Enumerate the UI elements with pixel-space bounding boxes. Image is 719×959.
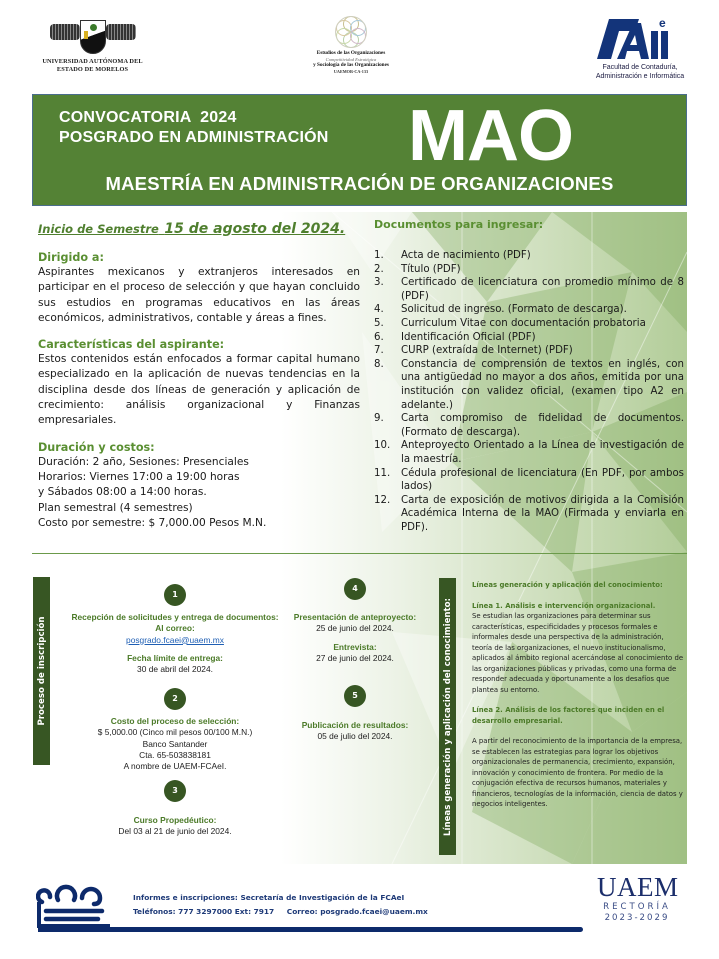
step-1-badge: 1: [164, 584, 186, 606]
step-2-line: Banco Santander: [142, 738, 208, 749]
uaem-logo-line1: UNIVERSIDAD AUTÓNOMA DEL: [42, 58, 143, 65]
duracion-line: Costo por semestre: $ 7,000.00 Pesos M.N.: [38, 516, 267, 529]
document-item: 4. Solicitud de ingreso. (Formato de descarga).: [374, 304, 627, 316]
step-5-badge: 5: [344, 685, 366, 707]
document-item: 9. Carta compromiso de fidelidad de documentos. (Formato de descarga).: [374, 413, 684, 438]
step-5-heading: Publicación de resultados:: [301, 720, 409, 730]
documents-list: [374, 249, 684, 534]
duracion-line: y Sábados 08:00 a 14:00 horas.: [38, 486, 207, 499]
step-3-propedeutico: [60, 815, 290, 838]
step-1-heading: Recepción de solicitudes y entrega de documentos:: [71, 612, 279, 622]
step-3-badge: 3: [164, 780, 186, 802]
rectoria-label: RECTORÍA: [603, 902, 671, 912]
estudios-logo-line2: Competitividad Estratégica: [325, 56, 377, 62]
fcaei-mark-icon: [595, 17, 673, 61]
linea-1-text: Se estudian las organizaciones para determinar sus características, especificidades y procesos formales e informales desde una perspectiva de la administración, teoría de las organizaciones, el nuevo institucionalismo, aplicados al ámbito regional acercándose al conocimiento de las organizaciones públicas y privadas, como una forma de responder adecuada y oportunamente a los desafíos que plantea su entorno.: [472, 612, 684, 694]
title-banner: [32, 94, 687, 206]
linea-2-title: Línea 2. Análisis de los factores que inciden en el desarrollo empresarial.: [472, 706, 665, 725]
section-divider: [32, 553, 687, 554]
step-4-anteproyecto: [285, 612, 425, 664]
lineas-side-label: Líneas generación y aplicación del conocimiento:: [439, 578, 456, 855]
fcaei-logo: [585, 17, 695, 83]
step-1-sub: Al correo:: [155, 623, 195, 634]
caracteristicas-text: Estos contenidos están enfocados a formar capital humano especializado en la aplicación de nuevas tendencias en la disciplina desde dos líneas de generación y aplicación de crecimiento: análisis organizacional y Finanzas empresariales.: [38, 353, 360, 427]
step-2-line: $ 5,000.00 (Cinco mil pesos 00/100 M.N.): [97, 727, 253, 738]
estudios-logo-line4: UAEMOR-CA-133: [333, 68, 369, 74]
svg-text:e: e: [659, 17, 666, 30]
step-3-heading: Curso Propedéutico:: [133, 815, 217, 825]
document-item: 7. CURP (extraída de Internet) (PDF): [374, 345, 573, 357]
step-1-deadline: 30 de abril del 2024.: [137, 664, 213, 675]
documents-heading: Documentos para ingresar:: [374, 218, 544, 231]
step-2-badge: 2: [164, 688, 186, 710]
estudios-logo-line3: y Sociología de las Organizaciones: [313, 62, 389, 68]
step-4-interview-heading: Entrevista:: [333, 641, 377, 652]
footer-email[interactable]: Correo: posgrado.fcaei@uaem.mx: [286, 907, 428, 916]
step-1-reception: [60, 612, 290, 675]
fcaei-logo-line2: Administración e Informática: [595, 73, 685, 80]
document-item: 1. Acta de nacimiento (PDF): [374, 250, 531, 261]
uaem-crest-icon: [48, 18, 138, 58]
banner-acronym: MAO: [408, 96, 573, 176]
uaem-logo-line2: ESTADO DE MORELOS: [56, 66, 129, 73]
rectoria-years: 2023-2029: [604, 913, 670, 923]
dirigido-heading: Dirigido a:: [38, 251, 104, 264]
flower-of-life-icon: [333, 14, 369, 50]
banner-program-name: MAESTRÍA EN ADMINISTRACIÓN DE ORGANIZACIONES: [105, 173, 614, 194]
uaem-rectoria-logo: [597, 873, 677, 924]
step-5-date: 05 de julio del 2024.: [317, 731, 393, 742]
step-2-line: A nombre de UAEM-FCAeI.: [123, 761, 227, 772]
documents-column: [374, 218, 684, 534]
estudios-organizaciones-logo: [296, 14, 406, 78]
fcaei-logo-line1: Facultad de Contaduría,: [602, 64, 678, 71]
step-4-heading: Presentación de anteproyecto:: [293, 612, 417, 622]
footer-rule: [38, 927, 583, 932]
document-item: 3. Certificado de licenciatura con promedio mínimo de 8 (PDF): [374, 277, 684, 302]
rectoria-brand: UAEM: [597, 872, 679, 902]
banner-posgrado: POSGRADO EN ADMINISTRACIÓN: [59, 129, 329, 146]
left-column: [38, 218, 360, 531]
semester-start-date: 15 de agosto del 2024.: [164, 221, 346, 237]
document-item: 2. Título (PDF): [374, 263, 461, 275]
document-item: 5. Curriculum Vitae con documentación probatoria: [374, 317, 646, 329]
step-4-date: 25 de junio del 2024.: [316, 623, 394, 634]
document-item: 8. Constancia de comprensión de textos en inglés, con una antigüedad no mayor a dos años, emitida por una institución con validez oficial, (examen tipo A2 en adelante.): [374, 358, 684, 411]
footer-phones: Teléfonos: 777 3297000 Ext: 7917: [133, 907, 275, 916]
duracion-line: Plan semestral (4 semestres): [38, 501, 193, 514]
duracion-line: Duración: 2 año, Sesiones: Presenciales: [38, 455, 249, 468]
banner-convocatoria: CONVOCATORIA 2024: [59, 109, 237, 126]
document-item: 12. Carta de exposición de motivos dirigida a la Comisión Académica Interna de la MAO (Firmada y enviarla en PDF).: [374, 494, 684, 533]
document-item: 6. Identificación Oficial (PDF): [374, 331, 536, 343]
step-4-interview-date: 27 de junio del 2024.: [316, 652, 394, 663]
step-1-deadline-heading: Fecha límite de entrega:: [127, 652, 223, 663]
uaem-logo: [40, 18, 145, 80]
lineas-text: [472, 580, 684, 810]
lineas-heading: Líneas generación y aplicación del conocimiento:: [472, 581, 663, 589]
linea-1-title: Línea 1. Análisis e intervención organizacional.: [472, 601, 656, 610]
caracteristicas-heading: Características del aspirante:: [38, 338, 225, 352]
step-5-resultados: [285, 720, 425, 743]
estudios-logo-line1: Estudios de las Organizaciones: [316, 50, 386, 56]
dirigido-text: Aspirantes mexicanos y extranjeros interesados en participar en el proceso de selección y que hayan concluido sus estudios en programas educativos en las áreas económicos, administrativos, contable y áreas a fines.: [38, 266, 360, 324]
document-item: 11. Cédula profesional de licenciatura (En PDF, por ambos lados): [374, 467, 684, 493]
step-4-badge: 4: [344, 578, 366, 600]
step-2-heading: Costo del proceso de selección:: [110, 716, 240, 726]
proceso-side-label: Proceso de inscripción: [33, 577, 50, 765]
document-item: 10. Anteproyecto Orientado a la Línea de investigación de la maestría.: [374, 440, 684, 465]
step-1-email-link[interactable]: posgrado.fcaei@uaem.mx: [126, 634, 224, 645]
duracion-line: Horarios: Viernes 17:00 a 19:00 horas: [38, 470, 240, 483]
uaem-glyph-icon: [36, 880, 110, 930]
duracion-heading: Duración y costos:: [38, 440, 155, 454]
linea-2-text: A partir del reconocimiento de la importancia de la empresa, se establecen las estrategias para lograr los objetivos organizacionales de permanencia, crecimiento, expansión, innovación y conocimiento de frontera. Por medio de la conjugación efectiva de recursos humanos, materiales y financieros, tecnologías de la información, ciencia de datos y negocios inteligentes.: [472, 737, 683, 808]
step-2-line: Cta. 65-503838181: [139, 749, 211, 760]
footer-contact: [133, 891, 428, 919]
semester-start-label: Inicio de Semestre: [38, 222, 159, 236]
step-2-cost: [60, 716, 290, 772]
step-3-date: Del 03 al 21 de junio del 2024.: [118, 826, 232, 837]
semester-start: [38, 218, 360, 237]
footer-info-line: Informes e inscripciones: Secretaría de Investigación de la FCAeI: [133, 893, 405, 902]
